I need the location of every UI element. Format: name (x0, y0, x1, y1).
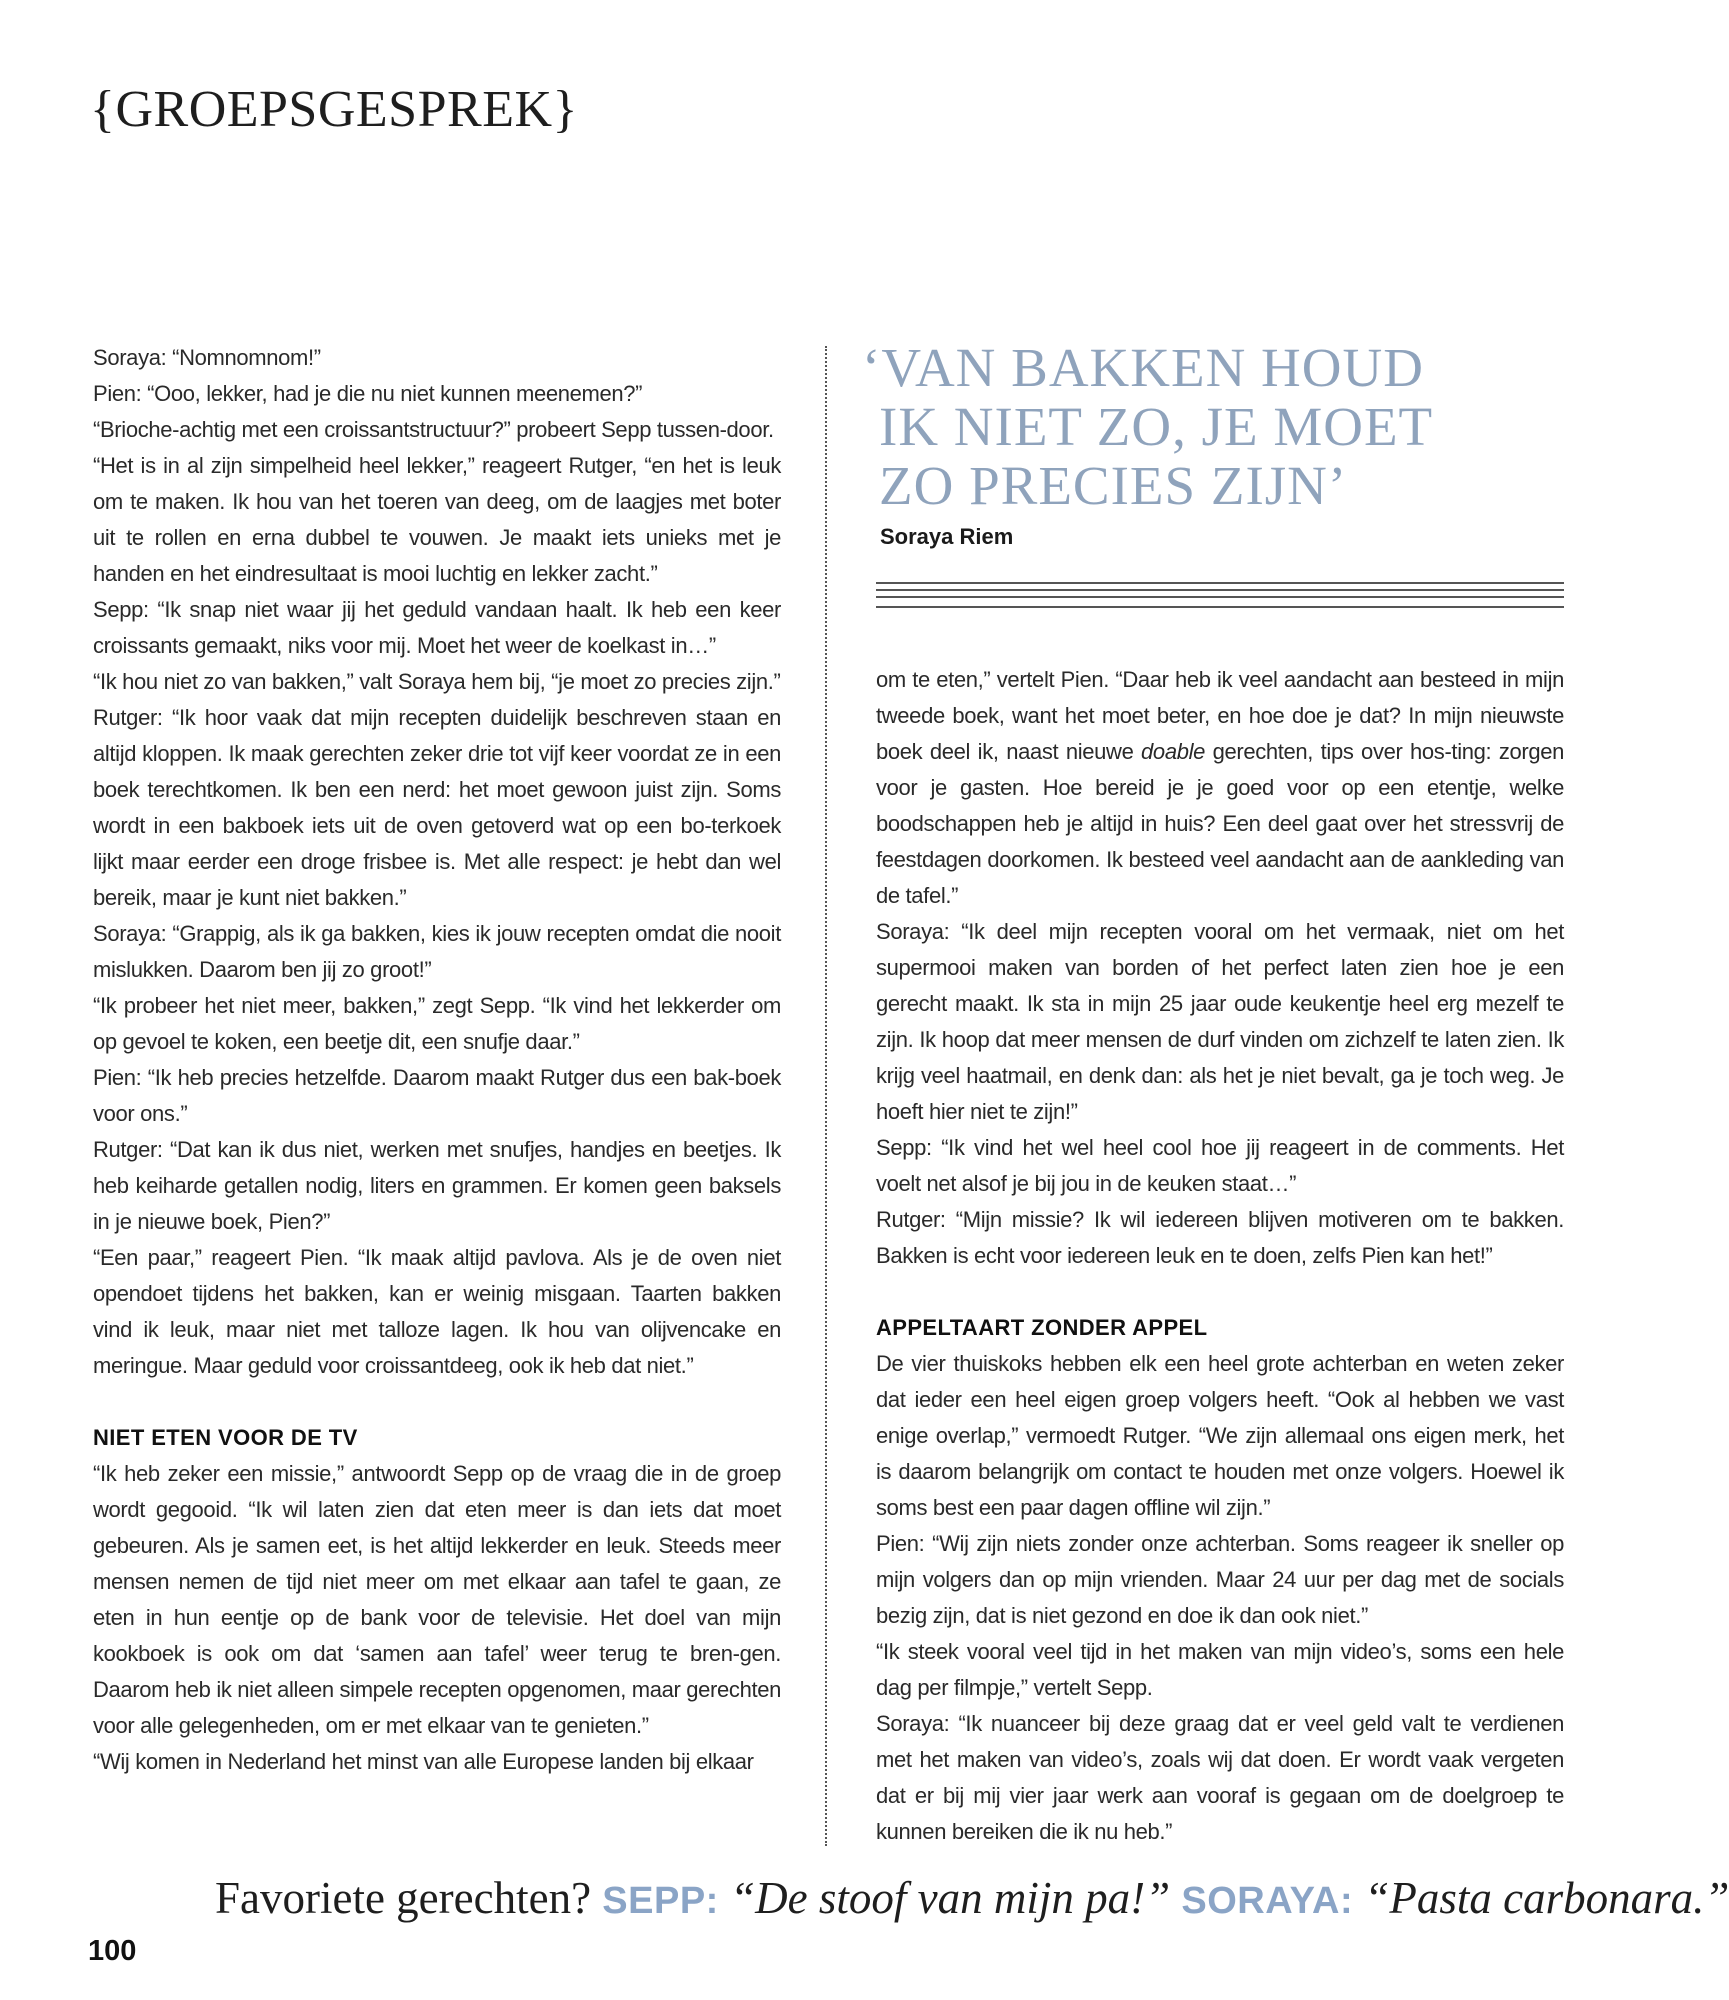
footer-quote: “De stoof van mijn pa!” (730, 1873, 1171, 1923)
pull-quote-line: ‘VAN BAKKEN HOUD (862, 337, 1424, 398)
pull-quote-line: IK NIET ZO, JE MOET (879, 396, 1434, 457)
paragraph: Soraya: “Grappig, als ik ga bakken, kies ik jouw recepten omdat die nooit mislukken. Daarom ben jij zo groot!” (93, 921, 781, 982)
footer-name: SEPP: (602, 1880, 719, 1922)
pull-quote-author: Soraya Riem (880, 524, 1014, 549)
spacer (93, 1384, 781, 1420)
right-column (876, 662, 1564, 1850)
column-divider (825, 346, 827, 1846)
paragraph: “Een paar,” reageert Pien. “Ik maak altijd pavlova. Als je de oven niet opendoet tijdens het bakken, kan er weinig misgaan. Taarten bakken vind ik leuk, maar niet met talloze lagen. Ik hou van olijvencake en meringue. Maar geduld voor croissantdeeg, ook ik heb dat niet.” (93, 1245, 781, 1378)
paragraph: “Ik probeer het niet meer, bakken,” zegt Sepp. “Ik vind het lekkerder om op gevoel te koken, een beetje dit, een snufje daar.” (93, 993, 781, 1054)
triple-rule-divider (876, 582, 1564, 608)
paragraph: “Ik steek vooral veel tijd in het maken van mijn video’s, soms een hele dag per filmpje,” vertelt Sepp. (876, 1639, 1564, 1700)
subheading: NIET ETEN VOOR DE TV (93, 1425, 358, 1450)
emphasis: doable (1141, 739, 1206, 764)
paragraph: Rutger: “Dat kan ik dus niet, werken met snufjes, handjes en beetjes. Ik heb keiharde getallen nodig, liters en grammen. Er komen geen baksels in je nieuwe boek, Pien?” (93, 1137, 781, 1234)
paragraph: Rutger: “Ik hoor vaak dat mijn recepten duidelijk beschreven staan en altijd kloppen. Ik maak gerechten zeker drie tot vijf keer voordat ze in een boek terechtkomen. Ik ben een nerd: het moet gewoon juist zijn. Soms wordt in een bakboek iets uit de oven getoverd wat op een bo-terkoek lijkt maar eerder een droge frisbee is. Met alle respect: je hebt dan wel bereik, maar je kunt niet bakken.” (93, 705, 781, 910)
paragraph: Rutger: “Mijn missie? Ik wil iedereen blijven motiveren om te bakken. Bakken is echt voor iedereen leuk en te doen, zelfs Pien kan het!” (876, 1207, 1564, 1268)
paragraph: Soraya: “Nomnomnom!” (93, 345, 321, 370)
spacer (876, 1274, 1564, 1310)
paragraph: Soraya: “Ik deel mijn recepten vooral om het vermaak, niet om het supermooi maken van borden of het perfect laten zien hoe je een gerecht maakt. Ik sta in mijn 25 jaar oude keukentje heel erg mezelf te zijn. Ik hoop dat meer mensen de durf vinden om zichzelf te laten zien. Ik krijg veel haatmail, en denk dan: als het je niet bevalt, ga je toch weg. Je hoeft hier niet te zijn!” (876, 919, 1564, 1124)
paragraph (876, 662, 1564, 914)
paragraph: Pien: “Wij zijn niets zonder onze achterban. Soms reageer ik sneller op mijn volgers dan op mijn vrienden. Maar 24 uur per dag met de socials bezig zijn, dat is niet gezond en doe ik dan ook niet.” (876, 1531, 1564, 1628)
paragraph: Sepp: “Ik snap niet waar jij het geduld vandaan haalt. Ik heb een keer croissants gemaakt, niks voor mij. Moet het weer de koelkast in…” (93, 597, 781, 658)
subheading: APPELTAART ZONDER APPEL (876, 1315, 1208, 1340)
paragraph: Pien: “Ooo, lekker, had je die nu niet kunnen meenemen?” (93, 381, 643, 406)
footer-name: SORAYA: (1181, 1880, 1354, 1922)
paragraph: “Brioche-achtig met een croissantstructuur?” probeert Sepp tussen-door. (93, 417, 774, 442)
footer-banner (215, 1872, 1729, 1924)
paragraph: De vier thuiskoks hebben elk een heel grote achterban en weten zeker dat ieder een heel eigen groep volgers heeft. “Ook al hebben we vast enige overlap,” vermoedt Rutger. “We zijn allemaal ons eigen merk, het is daarom belangrijk om contact te houden met onze volgers. Hoewel ik soms best een paar dagen offline wil zijn.” (876, 1351, 1564, 1520)
text-run: om te eten,” vertelt Pien. “Daar heb ik veel aandacht aan besteed in mijn tweede boek, want het moet beter, en hoe doe je dat? In mijn nieuwste boek deel ik, naast nieuwe (876, 667, 1564, 764)
paragraph: Pien: “Ik heb precies hetzelfde. Daarom maakt Rutger dus een bak-boek voor ons.” (93, 1065, 781, 1126)
left-column (93, 340, 781, 1780)
footer-intro: Favoriete gerechten? (215, 1873, 592, 1923)
paragraph: Soraya: “Ik nuanceer bij deze graag dat er veel geld valt te verdienen met het maken van video’s, zoals wij dat doen. Er wordt vaak vergeten dat er bij mij vier jaar werk aan vooraf is gegaan om de doelgroep te kunnen bereiken die ik nu heb.” (876, 1711, 1564, 1844)
paragraph: Sepp: “Ik vind het wel heel cool hoe jij reageert in de comments. Het voelt net alsof je bij jou in de keuken staat…” (876, 1135, 1564, 1196)
pull-quote (862, 338, 1582, 515)
paragraph: “Wij komen in Nederland het minst van alle Europese landen bij elkaar (93, 1749, 754, 1774)
pull-quote-line: ZO PRECIES ZIJN’ (879, 455, 1348, 516)
page-number: 100 (88, 1935, 137, 1967)
section-title: {GROEPSGESPREK} (90, 81, 578, 138)
footer-quote: “Pasta carbonara.” (1364, 1873, 1729, 1923)
paragraph: “Ik hou niet zo van bakken,” valt Soraya hem bij, “je moet zo precies zijn.” (93, 669, 781, 694)
text-run: gerechten, tips over hos-ting: zorgen voor je gasten. Hoe bereid je je goed voor op een etentje, welke boodschappen heb je altijd in huis? Een deel gaat over het stressvrij de feestdagen doorkomen. Ik besteed veel aandacht aan de aankleding van de tafel.” (876, 739, 1565, 908)
paragraph: “Ik heb zeker een missie,” antwoordt Sepp op de vraag die in de groep wordt gegooid. “Ik wil laten zien dat eten meer is dan iets dat moet gebeuren. Als je samen eet, is het altijd lekkerder en leuk. Steeds meer mensen nemen de tijd niet meer om met elkaar aan tafel te gaan, ze eten in hun eentje op de bank voor de televisie. Het doel van mijn kookboek is ook om dat ‘samen aan tafel’ weer terug te bren-gen. Daarom heb ik niet alleen simpele recepten opgenomen, maar gerechten voor alle gelegenheden, om er met elkaar van te genieten.” (93, 1461, 781, 1738)
paragraph: “Het is in al zijn simpelheid heel lekker,” reageert Rutger, “en het is leuk om te maken. Ik hou van het toeren van deeg, om de laagjes met boter uit te rollen en erna dubbel te vouwen. Je maakt iets unieks met je handen en het eindresultaat is mooi luchtig en lekker zacht.” (93, 453, 781, 586)
